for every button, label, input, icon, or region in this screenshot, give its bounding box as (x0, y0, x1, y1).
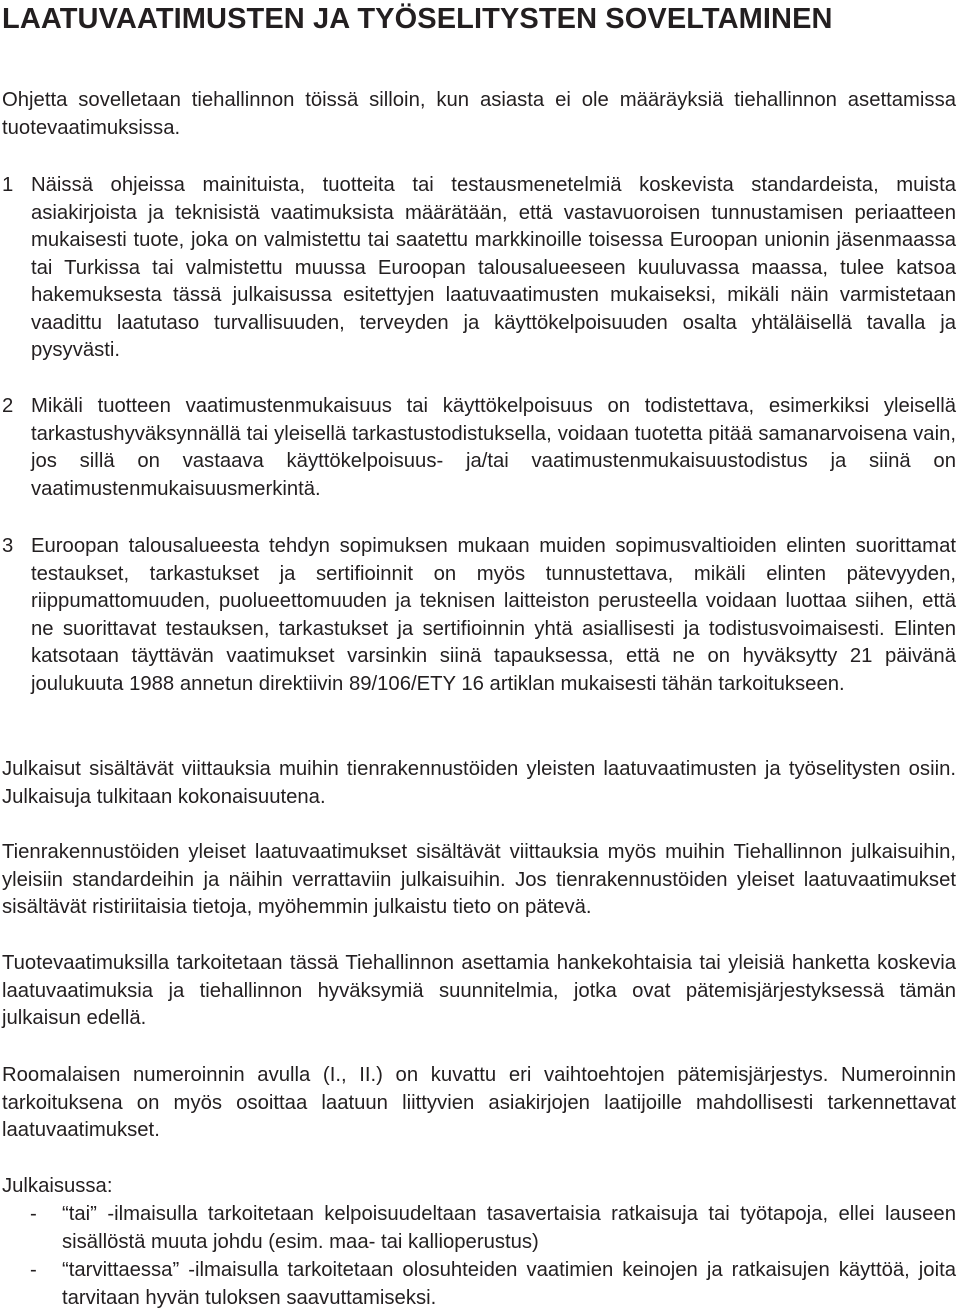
numbered-item (2, 393, 956, 503)
body-paragraph: Tienrakennustöiden yleiset laatuvaatimukset sisältävät viittauksia myös muihin Tiehallinnon julkaisuihin, yleisiin standardeihin ja näihin verrattaviin julkaisuihin. Jos tienrakennustöiden yleiset laatuvaatimukset sisältävät ristiriitaisia tietoja, myöhemmin julkaistu tieto on pätevä. (2, 841, 956, 918)
numbered-item (2, 533, 956, 698)
list-item-text: “tai” -ilmaisulla tarkoitetaan kelpoisuudeltaan tasavertaisia ratkaisuja tai työtapoja, ellei lauseen sisällöstä muuta johdu (esim. maa- tai kallioperustus) (62, 1203, 956, 1253)
list-item (2, 1200, 956, 1256)
list-heading: Julkaisussa: (2, 1175, 113, 1197)
item-number: 2 (2, 395, 14, 417)
item-number: 1 (2, 174, 14, 196)
body-paragraph: Tuotevaatimuksilla tarkoitetaan tässä Tiehallinnon asettamia hankekohtaisia tai yleisiä hanketta koskevia laatuvaatimuksia ja tiehallinnon hyväksymiä suunnitelmia, jotka ovat pätemisjärjestyksessä tämän julkaisun edellä. (2, 952, 956, 1029)
item-text: Euroopan talousalueesta tehdyn sopimuksen mukaan muiden sopimusvaltioiden elinten suorittamat testaukset, tarkastukset ja sertifioinnit on myös tunnustettava, mikäli elinten pätevyyden, riippumattomuuden, puolueettomuuden ja teknisen laitteiston perusteella voidaan luottaa siihen, että ne suorittavat testauksen, tarkastukset ja sertifioinnin yhtä asiallisesti ja todistusvoimaisesti. Elinten katsotaan täyttävän vaatimukset varsinkin siinä tapauksessa, että ne on hyväksytty 21 päivänä joulukuuta 1988 annetun direktiivin 89/106/ETY 16 artiklan mukaisesti tähän tarkoitukseen. (31, 535, 956, 695)
item-number: 3 (2, 535, 14, 557)
list-marker: - (30, 1259, 37, 1281)
item-text: Mikäli tuotteen vaatimustenmukaisuus tai käyttökelpoisuus on todistettava, esimerkiksi yleisellä tarkastushyväksynnällä tai yleisellä tarkastustodistuksella, voidaan tuotetta pitää samanarvoisena vain, jos sillä on vastaava käyttökelpoisuus- ja/tai vaatimustenmukaisuustodistus ja siinä on vaatimustenmukaisuusmerkintä. (31, 395, 956, 500)
intro-paragraph: Ohjetta sovelletaan tiehallinnon töissä silloin, kun asiasta ei ole määräyksiä tiehallinnon asettamissa tuotevaatimuksissa. (2, 89, 956, 139)
list-item-text: “tarvittaessa” -ilmaisulla tarkoitetaan olosuhteiden vaatimien keinojen ja ratkaisujen käyttöä, joita tarvitaan hyvän tuloksen saavuttamiseksi. (62, 1259, 956, 1309)
body-paragraph: Roomalaisen numeroinnin avulla (I., II.) on kuvattu eri vaihtoehtojen pätemisjärjestys. Numeroinnin tarkoituksena on myös osoittaa laatuun liittyvien asiakirjojen laatijoille mahdollisesti tarkennettavat laatuvaatimukset. (2, 1064, 956, 1141)
page-title: LAATUVAATIMUSTEN JA TYÖSELITYSTEN SOVELTAMINEN (2, 3, 833, 35)
numbered-item (2, 172, 956, 365)
list-marker: - (30, 1203, 37, 1225)
list-item (2, 1256, 956, 1312)
body-paragraph: Julkaisut sisältävät viittauksia muihin tienrakennustöiden yleisten laatuvaatimusten ja työselitysten osiin. Julkaisuja tulkitaan kokonaisuutena. (2, 758, 956, 808)
item-text: Näissä ohjeissa mainituista, tuotteita tai testausmenetelmiä koskevista standardeista, muista asiakirjoista ja teknisistä vaatimuksista määrätään, että vastavuoroisen tunnustamisen periaatteen mukaisesti tuote, joka on valmistettu tai saatettu markkinoille toisessa Euroopan unionin jäsenmaassa tai Turkissa tai valmistettu muussa Euroopan talousalueeseen kuuluvassa maassa, tulee katsoa hakemuksesta tässä julkaisussa esitettyjen laatuvaatimusten mukaiseksi, mikäli näin varmistetaan vaadittu laatutaso turvallisuuden, terveyden ja käyttökelpoisuuden osalta yhtäläisellä tavalla ja pysyvästi. (31, 174, 956, 361)
